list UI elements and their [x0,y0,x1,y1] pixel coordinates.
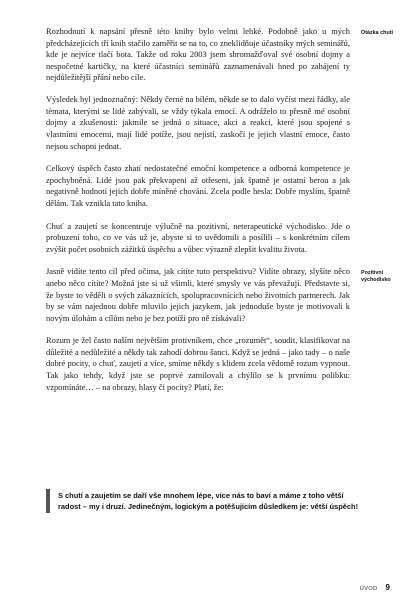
paragraph: Rozhodnutí k napsání přesně této knihy bylo velmi lehké. Podobně jako u mých předcházejících tří knih stačilo zaměřit se na to, co zneklidňuje účastníky mých seminářů, kde je nejvíce tlačí bota. Takže od roku 2003 jsem shromažďoval své osobní dojmy a nespočetné kartičky, na které účastníci seminářů zaznamenávali hned po zahájení ty nejdůležitější přání nebo cíle. [46,26,350,83]
margin-note: Pozitivní východisko [361,270,391,283]
paragraph: Výsledek byl jednoznačný: Někdy černé na bílém, někde se to dalo vyčíst mezi řádky, ale témata, kterými se lidé zabývali, se vždy týkala emocí. A odráželo to přesně mé osobní dojmy a zkušenosti: jakmile se jedná o situace, akci a reakci, které jsou spojené s vlastními emocemi, mají lidé potíže, jsou nejistí, zaskočí je jejich vlastní emoce, často nejsou schopni jednat. [46,94,350,151]
page-number: 9 [385,583,390,592]
paragraph: Chuť a zaujetí se koncentruje výlučně na pozitivní, neterapeutické východisko. Jde o probuzení toho, co ve vás už je, abyste si to uvědomili a posílili – s konkrétním cílem zvýšit počet osobních zážitků úspěchu a vůbec výrazně zlepšit kvalitu života. [46,220,350,254]
paragraph: Celkový úspěch často zhatí nedostatečné emoční kompetence a odborná kompetence je zpochybněná. Lidé jsou pak překvapeni až otřeseni, jak špatně je ostatní berou a jak negativně hodnotí jejich dobře míněné chování. Zcela podle hesla: Dobře myslím, špatně dělám. Tak vznikla tato kniha. [46,163,350,208]
page-footer [330,577,390,595]
callout-box: S chutí a zaujetím se daří vše mnohem lépe, více nás to baví a máme z toho větší radost – my i druzí. Jedinečným, logickým a potěšujícím důsledkem je: větší úspěch! [46,489,363,513]
body-text [46,26,350,404]
margin-note: Otázka chuti [361,30,394,36]
paragraph: Jasně vidíte tento cíl před očima, jak cítíte tuto perspektivu? Vidíte obrazy, slyšíte něco anebo něco cítíte? Možná jste si už všimli, které smysly ve vás převažují. Představte si, že byste to věděli o svých zákaznících, spolupracovnících nebo životních partnerech. Jak by se vám najednou dobře mluvilo jejich jazykem, jak jednoduše byste je motivovali k novým úlohám a cílům nebo je bez potíží pro ně získávali? [46,266,350,323]
paragraph: Rozum je žel často naším největším protivníkem, chce „rozumět“, soudit, klasifikovat na důležité a nedůležité a někdy tak zahodí dobrou šanci. Když se jedná – jako tady – o naše dobré pocity, o chuť, zaujetí a více, smíme někdy s klidem zcela vědomě rozum vypnout. Tak jako tehdy, když jste se poprvé zamilovali a chýlilo se k prvnímu polibku: vzpomínáte… – na obrazy, hlasy či pocity? Platí, že: [46,335,350,392]
section-label: ÚVOD [359,586,378,592]
